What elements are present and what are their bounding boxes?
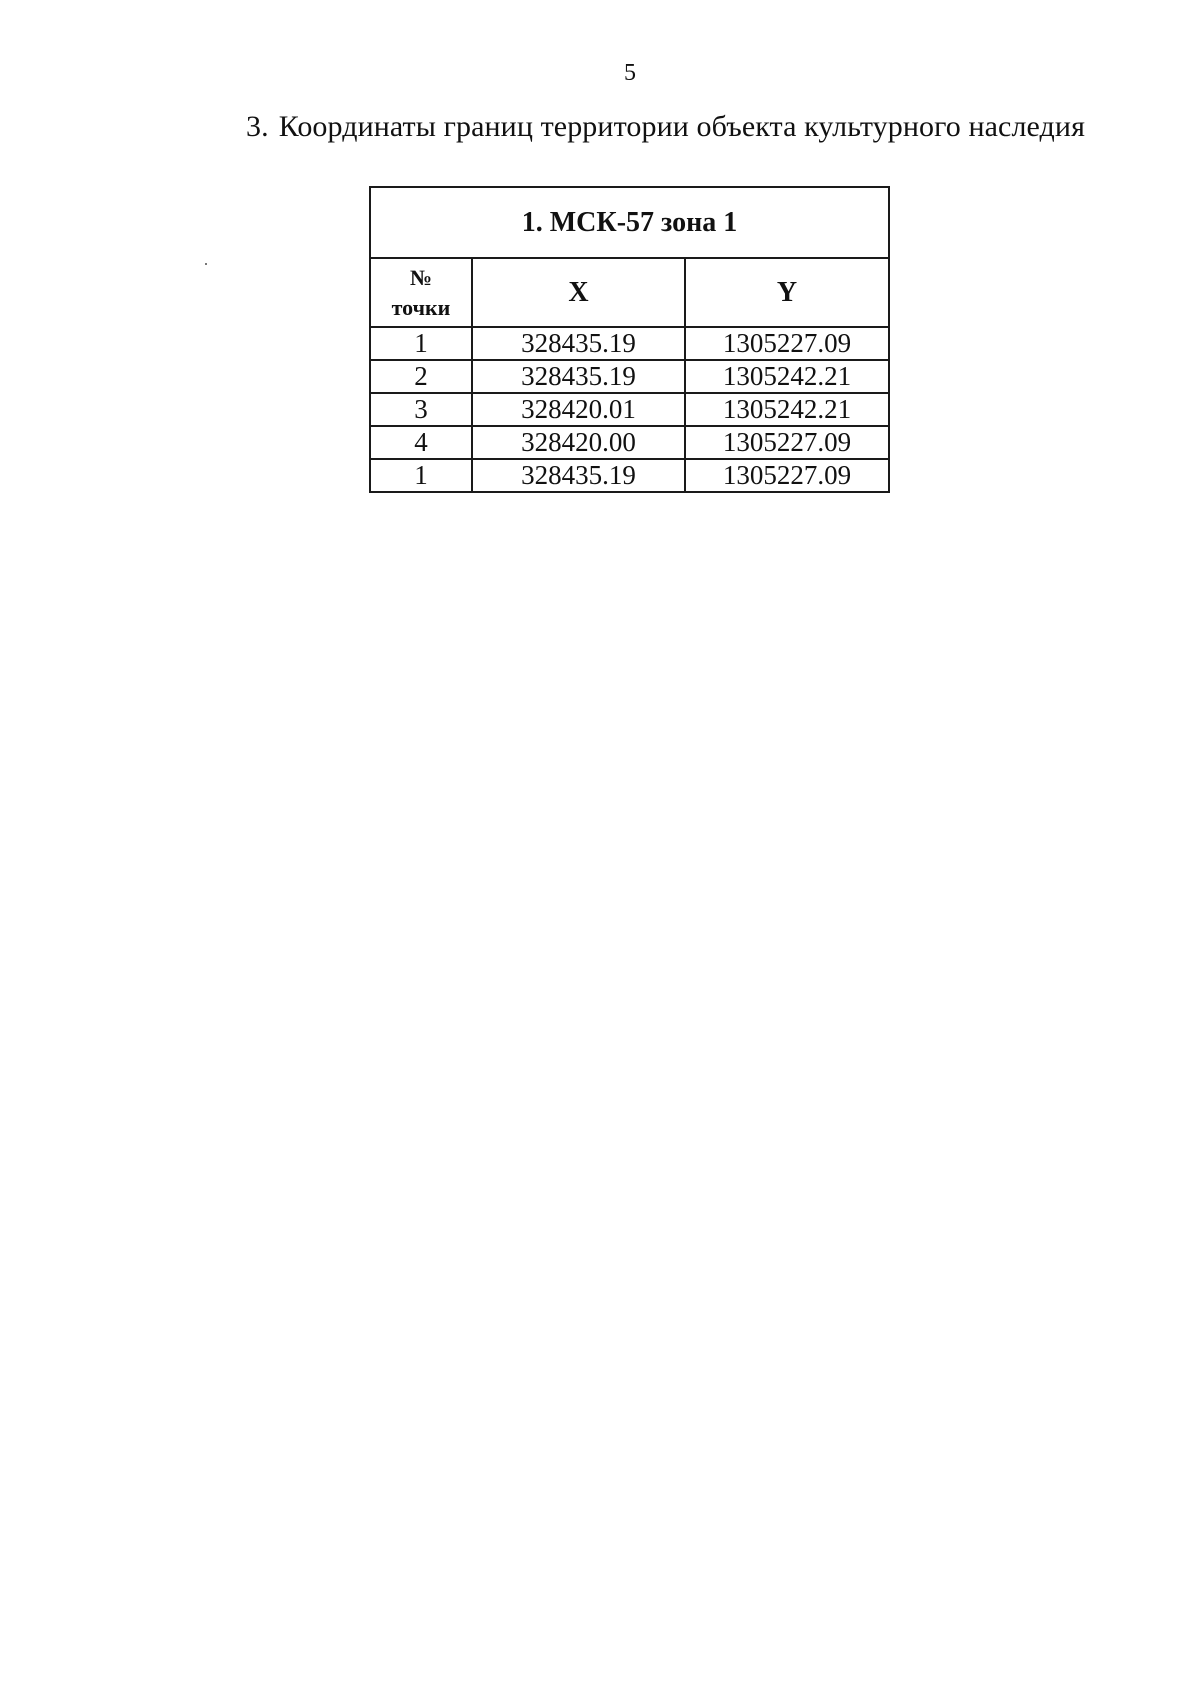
point-number-cell: 4: [370, 426, 472, 459]
table-row: [370, 393, 889, 426]
section-number: 3.: [246, 110, 269, 143]
y-cell: 1305227.09: [685, 426, 889, 459]
x-header: X: [472, 258, 685, 327]
point-number-cell: 2: [370, 360, 472, 393]
point-number-cell: 1: [370, 459, 472, 492]
zone-title: 1. МСК-57 зона 1: [370, 187, 889, 258]
coordinates-table: [369, 186, 890, 493]
point-number-header: [370, 258, 472, 327]
x-cell: 328435.19: [472, 459, 685, 492]
scan-speck: [205, 263, 207, 265]
table-row: [370, 327, 889, 360]
point-number-cell: 3: [370, 393, 472, 426]
page-number: 5: [624, 60, 636, 86]
column-header-row: [370, 258, 889, 327]
point-number-cell: 1: [370, 327, 472, 360]
x-cell: 328435.19: [472, 360, 685, 393]
point-number-word: точки: [391, 294, 451, 320]
y-cell: 1305227.09: [685, 327, 889, 360]
y-cell: 1305242.21: [685, 393, 889, 426]
y-header: Y: [685, 258, 889, 327]
table-row: [370, 360, 889, 393]
x-cell: 328420.00: [472, 426, 685, 459]
x-cell: 328435.19: [472, 327, 685, 360]
point-number-symbol: №: [409, 264, 433, 290]
y-cell: 1305242.21: [685, 360, 889, 393]
section-title: Координаты границ территории объекта культурного наследия: [278, 110, 1085, 143]
zone-title-row: [370, 187, 889, 258]
x-cell: 328420.01: [472, 393, 685, 426]
table-row: [370, 426, 889, 459]
y-cell: 1305227.09: [685, 459, 889, 492]
table-row: [370, 459, 889, 492]
section-heading: [246, 110, 1085, 144]
